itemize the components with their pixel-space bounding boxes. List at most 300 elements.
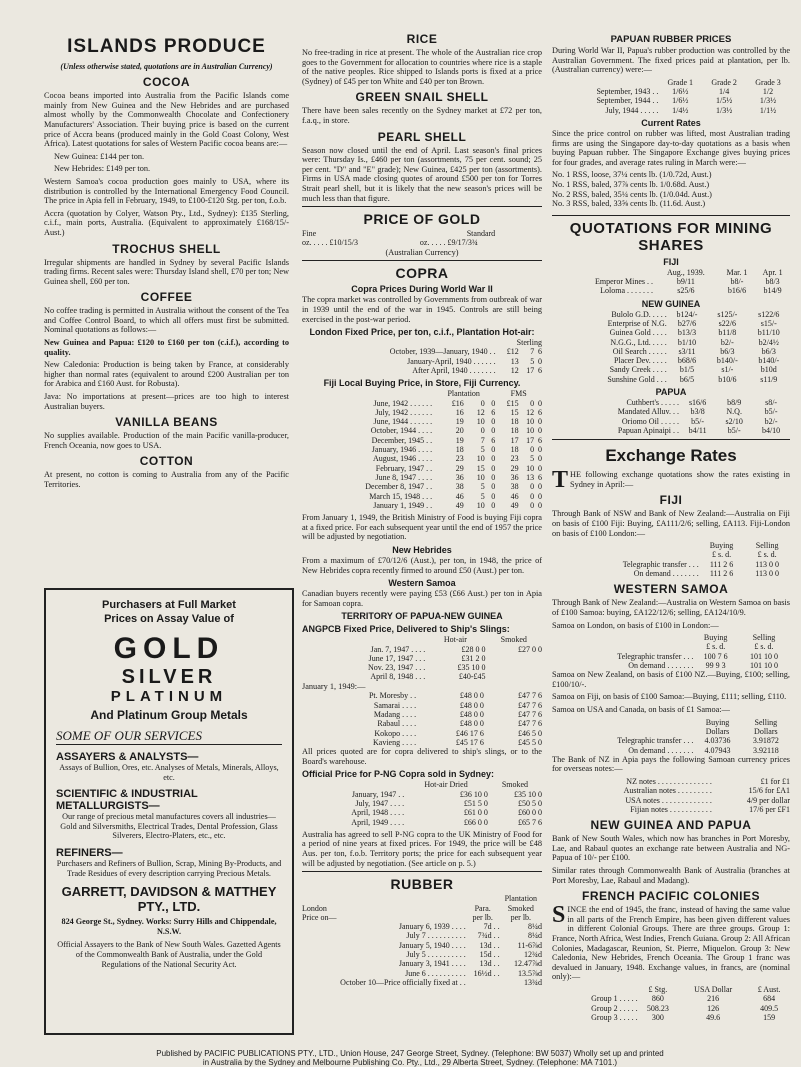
table-row <box>302 818 542 827</box>
trochus-heading: TROCHUS SHELL <box>112 241 221 256</box>
table-cell: After April, 1940 . . . . . . . <box>412 365 496 375</box>
table-cell: Group 3 . . . . . <box>591 1012 638 1022</box>
table-cell: Telegraphic transfer . . . <box>617 651 694 661</box>
table-cell: b27/6 <box>677 318 697 328</box>
ad-s3: Purchasers and Refiners of Bullion, Scrap, Mining By-Products, and Trade Residues of every description carrying Precious Metals. <box>56 858 282 878</box>
table-row <box>552 328 790 337</box>
table-row <box>302 729 542 738</box>
table-cell: £40-£45 <box>458 672 486 682</box>
trochus-text: Irregular shipments are handled in Sydney by several Pacific Islands trading firms. Recent sales were: Thursday Island shell, £70 per ton; New Guinea shell, £60 per ton. <box>44 257 289 286</box>
table-cell: 0 <box>491 417 496 427</box>
table-row <box>302 701 542 710</box>
table-cell: £35 10 0 <box>514 789 542 799</box>
table-cell: Placer Dev. . . . . <box>613 356 667 366</box>
table-cell: £47 7 6 <box>518 691 542 701</box>
table-cell: 49 <box>455 500 464 510</box>
cotton-heading: COTTON <box>139 454 194 469</box>
mining-fiji-heading: FIJI <box>663 256 679 267</box>
table-cell: 12 <box>476 407 485 417</box>
table-cell: b6/5 <box>679 374 695 384</box>
table-cell: NZ notes . . . . . . . . . . . . . . <box>626 777 712 787</box>
table-row <box>552 347 790 356</box>
table-cell: 13d . . <box>479 959 500 969</box>
table-cell: Madang . . . . <box>373 709 417 719</box>
usd-label: USA Dollar <box>694 984 733 994</box>
cocoa-new-hebrides: New Hebrides: £149 per ton. <box>54 164 151 174</box>
table-cell: 126 <box>707 1003 720 1013</box>
ad-line-1: Purchasers at Full Market <box>102 599 236 611</box>
table-cell: 12 <box>510 365 519 375</box>
table-cell: December, 1945 . . <box>371 435 433 445</box>
coffee-java: Java: No importations at present—prices are too high to interest Australian buyers. <box>44 392 289 411</box>
table-row <box>552 106 790 115</box>
cotton-text: At present, no cotton is coming to Australia from any of the Pacific Territories. <box>44 470 289 490</box>
table-cell: July, 1942 . . . . . . <box>375 407 433 417</box>
table-cell: b2/- <box>764 416 778 426</box>
table-cell: 1/4½ <box>672 105 689 115</box>
table-cell: 101 10 0 <box>749 661 778 670</box>
table-cell: Fijian notes . . . . . . . . . . . <box>630 804 712 814</box>
png-heading: TERRITORY OF PAPUA-NEW GUINEA <box>341 611 503 622</box>
table-row <box>302 978 542 987</box>
table-cell: October, 1944 . . . . <box>370 426 433 436</box>
table-cell: 100 7 6 <box>703 651 728 661</box>
table-cell: 46 <box>455 491 464 501</box>
table-cell: 0 <box>491 472 496 482</box>
table-cell: 7¾d . . <box>477 931 500 941</box>
table-cell: 0 <box>530 482 535 492</box>
table-cell: b3/8 <box>690 407 705 417</box>
ex-notes-table <box>552 777 790 814</box>
table-cell: s2/10 <box>725 416 743 426</box>
coffee-nc: New Caledonia: Production is being taken by France, at considerably higher than normal rates (equivalent to around £200 Australian per ton for Arabica and £160 Aust. for Robusta). <box>44 360 289 389</box>
table-cell: £12 <box>506 347 519 357</box>
table-row <box>552 569 790 578</box>
table-cell: June 6 . . . . . . . . . . <box>405 968 466 978</box>
table-cell: N.Q. <box>726 407 742 417</box>
list-item: No. 1 RSS, loose, 37¼ cents lb. (1/0.72d, Aust.) <box>552 170 712 180</box>
table-row <box>302 347 542 356</box>
table-cell: 0 <box>530 398 535 408</box>
table-cell: 6 <box>538 407 542 417</box>
table-cell: 1/3½ <box>716 105 733 115</box>
table-cell: 38 <box>455 482 464 492</box>
list-item: No. 3 RSS, baled, 33⅝ cents lb. (11.6d. Aust.) <box>552 199 706 209</box>
ex-ws-selling: Selling <box>752 633 776 643</box>
table-cell <box>466 978 500 987</box>
table-row <box>302 436 542 445</box>
table-row <box>552 310 790 319</box>
new-hebrides-text: From a maximum of £70/12/6 (Aust.), per ton, in 1948, the price of New Hebrides copra recently firmed to around £50 (Aust.) per ton. <box>302 555 542 575</box>
uk-agreement: Australia has agreed to sell P-NG copra to the UK Ministry of Food for a period of nine years at fixed prices. For 1949, the price will be £48 Aus. per ton, f.o.b. Territory ports; the price for each subsequent year will be adjusted by negotiation. (See article on p. 5.) <box>302 829 542 868</box>
table-cell: s1/- <box>721 365 734 375</box>
table-cell: b14/9 <box>763 286 782 296</box>
table-cell: 5 <box>530 356 535 366</box>
table-cell: 15/6 for £A1 <box>748 786 790 796</box>
ad-silver: SILVER <box>121 666 217 688</box>
table-row <box>302 417 542 426</box>
table-cell: 18 <box>510 417 519 427</box>
table-cell: 1/5½ <box>716 96 733 106</box>
table-cell: s3/11 <box>678 346 696 356</box>
table-cell: b8/3 <box>765 277 780 287</box>
table-cell: September, 1943 . . <box>596 87 659 97</box>
table-cell: 1/1½ <box>759 105 777 115</box>
table-cell: 13 <box>526 472 535 482</box>
table-cell: 0 <box>530 500 535 510</box>
table-cell: Guinea Gold . . . . <box>609 328 667 338</box>
table-cell: June, 1942 . . . . . . <box>373 398 433 408</box>
table-cell: March 15, 1948 . . . <box>369 491 433 501</box>
table-cell: b10/6 <box>718 374 737 384</box>
table-cell: April, 1948 . . . . <box>351 808 405 818</box>
table-cell: £28 0 0 <box>461 644 486 654</box>
table-cell: b140/- <box>716 356 738 366</box>
sydney-price-table <box>302 780 542 826</box>
table-cell: Pt. Moresby . . <box>368 691 417 701</box>
smoked-label-2: Smoked <box>501 780 529 790</box>
ex-ngp-p2: Similar rates through Commonwealth Bank of Australia (branches at Port Moresby, Lae, Rabaul and Madang). <box>552 866 790 885</box>
table-cell: 16 <box>455 407 464 417</box>
table-cell: 29 <box>510 463 519 473</box>
mining-ng-heading: NEW GUINEA <box>641 298 701 309</box>
table-cell: 0 <box>491 445 496 455</box>
rubber-heading: RUBBER <box>390 876 454 893</box>
footer-line-2: in Australia by the Sydney and Melbourne Publishing Co. Pty., Ltd., 29 Alberta Street, Sydney. (Telephone: MA 7101.) <box>202 1058 618 1067</box>
mining-date-1: Aug., 1939. <box>667 267 705 277</box>
table-row <box>552 277 790 286</box>
table-cell: 0 <box>538 417 542 427</box>
table-cell: 10 <box>526 417 535 427</box>
exchange-dropcap: T <box>552 467 569 494</box>
table-cell: February, 1947 . . <box>375 463 433 473</box>
rubber-price-on: Price on— <box>302 912 337 922</box>
table-row <box>302 922 542 931</box>
table-row <box>302 719 542 728</box>
table-cell: 49 <box>510 500 519 510</box>
table-cell: £48 0 0 <box>459 691 484 701</box>
gold-price-table <box>302 229 542 248</box>
table-cell: £48 0 0 <box>459 719 484 729</box>
table-cell: 159 <box>763 1012 776 1022</box>
table-cell: June, 1944 . . . . . . <box>373 417 433 427</box>
table-cell: 19 <box>455 417 464 427</box>
table-cell: 0 <box>491 454 496 464</box>
table-cell: b6/3 <box>720 346 735 356</box>
table-cell: 7 <box>530 347 535 357</box>
table-row <box>302 808 542 817</box>
table-cell: £31 2 0 <box>461 653 486 663</box>
table-row <box>552 736 790 745</box>
jan-1949: January 1, 1949:— <box>302 681 366 691</box>
table-cell: 4.07943 <box>704 745 731 755</box>
table-cell: £50 5 0 <box>518 798 542 808</box>
table-cell: £46 17 6 <box>455 728 484 738</box>
table-cell: 6 <box>538 365 542 375</box>
ad-s2: Our range of precious metal manufactures covers all industries—Gold and Silversmiths, Electrical Trades, Dental Profession, Glass Silverers, Electro-Platers, etc., etc. <box>60 812 278 841</box>
table-cell: June 17, 1947 . . . <box>368 653 426 663</box>
ad-metals: And Platinum Group Metals <box>90 708 248 722</box>
ad-platinum: PLATINUM <box>110 688 228 705</box>
table-cell: Papuan Apinaipi . . <box>617 425 680 435</box>
papuan-rubber-text: During World War II, Papua's rubber production was controlled by the Australian Government. The fixed prices paid at plantation, per lb. (Australian currency) were:— <box>552 46 790 75</box>
table-row <box>302 799 542 808</box>
table-cell: Sandy Creek . . . . <box>609 365 667 375</box>
table-cell: October, 1939—January, 1940 . . <box>389 347 496 357</box>
table-row <box>302 941 542 950</box>
table-row <box>552 786 790 795</box>
column-rubber-exchange <box>552 34 790 1022</box>
table-row <box>552 796 790 805</box>
table-cell: 0 <box>538 356 542 366</box>
table-cell: b9/11 <box>676 277 695 287</box>
table-cell: 10 <box>526 463 535 473</box>
london-price-table <box>302 338 542 375</box>
ex-fiji-lsd-2: £ s. d. <box>757 550 777 560</box>
table-cell: s25/6 <box>677 286 695 296</box>
table-row <box>552 338 790 347</box>
table-cell: 38 <box>510 482 519 492</box>
table-cell: 6 <box>538 347 542 357</box>
table-row <box>302 710 542 719</box>
table-cell: s22/6 <box>718 318 737 328</box>
table-cell: Telegraphic transfer . . . <box>622 559 699 569</box>
mining-ng-table <box>552 310 790 384</box>
table-cell: January, 1947 . . <box>351 789 405 799</box>
table-row <box>302 790 542 799</box>
table-cell: b5/- <box>691 416 705 426</box>
standard-value: oz. . . . . £9/17/3¾ <box>419 238 478 248</box>
table-row <box>552 1004 790 1013</box>
table-row <box>552 746 790 755</box>
table-cell: s11/9 <box>760 374 778 384</box>
table-cell: Jan. 7, 1947 . . . . <box>370 644 426 654</box>
table-cell: 0 <box>538 398 542 408</box>
table-cell: £16 <box>451 398 464 408</box>
table-cell: 0 <box>538 426 542 436</box>
table-cell: b13/3 <box>677 328 697 338</box>
table-cell: 7 <box>480 435 485 445</box>
fpc-dropcap: S <box>552 902 566 929</box>
table-cell: 1/3½ <box>759 96 777 106</box>
table-cell: 5 <box>480 482 485 492</box>
table-cell: b16/6 <box>727 286 747 296</box>
rss-list <box>552 170 790 208</box>
mining-papua-table <box>552 398 790 435</box>
fine-label: Fine <box>302 229 317 239</box>
rubber-smoked-label: Smoked <box>507 903 534 913</box>
gold-advertisement <box>44 588 294 1035</box>
table-cell: 12 <box>526 407 535 417</box>
table-cell: Australian notes . . . . . . . . . <box>623 786 712 796</box>
table-row <box>302 408 542 417</box>
ex-usd-buying: Buying <box>705 717 730 727</box>
table-cell: 0 <box>538 500 542 510</box>
page-title: ISLANDS PRODUCE <box>67 36 266 57</box>
ad-gold: GOLD <box>113 632 225 665</box>
table-cell: December 8, 1947 . . <box>365 482 433 492</box>
ex-usd-selling: Selling <box>754 717 778 727</box>
fms-label: FMS <box>510 389 527 399</box>
table-cell: Group 1 . . . . . <box>591 994 638 1004</box>
ex-ngp-p1: Bank of New South Wales, which now has branches in Port Moresby, Lae, and Rabaul quotes an exchange rate between Australia and NG-Papua of 10/- per £100. <box>552 834 790 863</box>
table-cell: b6/3 <box>761 346 776 356</box>
fiji-note: From January 1, 1949, the British Ministry of Food is buying Fiji copra at a fixed price. For each subsequent year until the end of 1957 the price will be adjusted by negotiation. <box>302 513 542 542</box>
table-cell: January 1, 1949 . . <box>373 500 433 510</box>
table-cell: 5 <box>530 454 535 464</box>
coffee-text: No coffee trading is permitted in Australia without the consent of the Tea and Coffee Control Board, to which all offers must first be submitted. Nominal quotations as follows:— <box>44 306 289 335</box>
table-cell: January 5, 1940 . . . . <box>398 940 466 950</box>
table-cell: £51 5 0 <box>463 798 488 808</box>
mining-papua-heading: PAPUA <box>655 386 687 397</box>
table-cell: January 3, 1941 . . . . <box>398 959 466 969</box>
cocoa-samoa: Western Samoa's cocoa production goes mainly to USA, where its distribution is controlled by the International Emergency Food Council. The price in Apia fell in February, 1949, to £100-£120 Stg. per ton, f.o.b. <box>44 176 289 206</box>
png-price-table <box>302 635 542 681</box>
table-cell: September, 1944 . . <box>596 96 659 106</box>
papuan-rubber-table <box>552 78 790 115</box>
rubber-price-table <box>302 894 542 987</box>
table-row <box>302 645 542 654</box>
table-row <box>302 959 542 968</box>
table-cell: b11/10 <box>757 328 780 338</box>
footer <box>40 1049 780 1067</box>
table-cell: 0 <box>538 482 542 492</box>
gold-price-heading: PRICE OF GOLD <box>363 211 481 228</box>
table-cell: s122/6 <box>758 309 780 319</box>
table-cell: £15 <box>506 398 519 408</box>
table-cell: 0 <box>491 426 496 436</box>
ex-fiji-text: Through Bank of NSW and Bank of New Zealand:—Australia on Fiji on basis of £100 Fiji: Buying, £A111/2/6; selling, £A113. Fiji-London on basis of £100 London:— <box>552 509 790 538</box>
table-cell: USA notes . . . . . . . . . . . . . <box>625 795 712 805</box>
table-cell: 0 <box>538 454 542 464</box>
hotair-label: Hot-air <box>443 635 467 645</box>
table-cell: 13¾d <box>524 977 542 987</box>
sydney-heading: Official Price for P-NG Copra sold in Sydney: <box>302 769 495 780</box>
table-cell: Enterprise of N.G. <box>607 318 667 328</box>
hotair-dried-label: Hot-air Dried <box>424 780 468 790</box>
franc-groups-table <box>552 985 790 1022</box>
table-cell: £1 for £1 <box>760 777 790 787</box>
table-cell: 1/2 <box>762 87 774 97</box>
table-cell: 0 <box>480 426 485 436</box>
table-row <box>302 473 542 482</box>
rubber-plantation-label: Plantation <box>504 894 538 904</box>
table-cell: January 6, 1939 . . . . <box>398 922 466 932</box>
table-cell: £45 5 0 <box>518 737 542 747</box>
standard-label: Standard <box>466 229 496 239</box>
smoked-label: Smoked <box>500 635 527 645</box>
table-cell: 684 <box>763 994 776 1004</box>
table-cell: 0 <box>491 491 496 501</box>
table-cell <box>486 663 542 672</box>
table-cell: 409.5 <box>760 1003 779 1013</box>
table-row <box>552 994 790 1003</box>
papuan-rubber-heading: PAPUAN RUBBER PRICES <box>610 34 732 45</box>
rice-heading: RICE <box>406 32 438 46</box>
exchange-intro: HE following exchange quotations show the rates existing in Sydney in April:— <box>570 470 790 489</box>
table-row <box>552 426 790 435</box>
table-cell: Kavieng . . . . <box>372 737 417 747</box>
table-cell: 46 <box>510 491 519 501</box>
table-cell: 4.03736 <box>704 736 731 746</box>
table-cell: £45 17 6 <box>455 737 484 747</box>
green-snail-heading: GREEN SNAIL SHELL <box>355 90 489 105</box>
table-cell: 12.47⅞d <box>514 959 542 969</box>
table-cell: Group 2 . . . . . <box>591 1003 638 1013</box>
fiji-price-table <box>302 389 542 510</box>
table-cell: 13d . . <box>479 940 500 950</box>
table-cell: On demand . . . . . . . <box>628 661 694 670</box>
rice-text: No free-trading in rice at present. The whole of the Australian rice crop goes to the Government for allocation to countries where rice is a staple of the native peoples. Rice shipped to Islands ports is fixed at a price (Sydney) of £45 per ton White and £40 per ton Brown. <box>302 48 542 86</box>
table-cell: b5/- <box>764 407 778 417</box>
table-cell: £47 7 6 <box>518 709 542 719</box>
list-item: No. 1 RSS, baled, 37⅞ cents lb. 1/0.68d. Aust.) <box>552 179 710 189</box>
table-row <box>302 969 542 978</box>
table-row <box>552 375 790 384</box>
table-cell: 113 0 0 <box>755 569 779 579</box>
fpc-text: INCE the end of 1945, the franc, instead of having the same value in all parts of the French Empire, has been given different values in different Colonial Groups. There are three groups. Group 1: France, North Africa, West Indies, French Guiana. Group 2: All African Colonies, Madagascar, Reunion, St. Pierre, Miquelon. Group 3: New Caledonia, New Hebrides, French Oceania. The Group 1 franc was devalued in January, 1948. Exchange values, in francs, are (nominal only):— <box>552 905 790 982</box>
table-row <box>302 399 542 408</box>
table-cell: £46 5 0 <box>518 728 542 738</box>
table-row <box>302 501 542 510</box>
table-cell: Telegraphic transfer . . . <box>617 736 694 746</box>
ex-samoa-heading: WESTERN SAMOA <box>613 582 729 597</box>
table-cell: 99 9 3 <box>705 661 726 670</box>
table-cell: July, 1944 . . . . . <box>605 105 659 115</box>
table-cell: Mandated Alluv. . . <box>617 407 680 417</box>
table-cell: 508.23 <box>646 1003 669 1013</box>
table-cell: On demand . . . . . . . <box>633 569 699 579</box>
table-cell: s8/- <box>765 397 778 407</box>
table-cell: b10d <box>760 365 777 375</box>
ex-samoa-p4: Samoa on Fiji, on basis of £100 Samoa:—Buying, £111; selling, £110. <box>552 692 787 702</box>
table-cell: £61 0 0 <box>463 808 488 818</box>
table-cell: £48 0 0 <box>459 709 484 719</box>
table-cell: 5 <box>480 445 485 455</box>
table-row <box>302 445 542 454</box>
pearl-shell-text: Season now closed until the end of April. Last season's final prices were: Thursday Is., £460 per ton (assortments, 75 per cent. sound; 25 per cent. "D" and "E" grade); New Guinea, £425 per ton (assortments). Firms in USA made closing quotes of around £500 per ton for Torres Strait pearl shell, but it is likely that the new season's prices will be much less than that figure. <box>302 145 542 203</box>
table-row <box>552 286 790 295</box>
table-cell: £27 0 0 <box>518 644 542 654</box>
table-cell <box>486 654 542 663</box>
table-cell: s125/- <box>717 309 738 319</box>
ex-fiji-heading: FIJI <box>659 493 683 508</box>
grade-1: Grade 1 <box>667 77 694 87</box>
table-row <box>552 407 790 416</box>
ex-samoa-p2: Samoa on London, on basis of £100 in London:— <box>552 620 719 630</box>
table-cell: 10 <box>476 500 485 510</box>
rubber-per-lb-2: per lb. <box>510 912 532 922</box>
footer-line-1: Published by PACIFIC PUBLICATIONS PTY., LTD., Union House, 247 George Street, Sydney. (Telephone: BW 5037) Wholly set up and printed <box>156 1049 664 1058</box>
ad-s3-heading: REFINERS— <box>56 846 123 859</box>
table-cell: 13 <box>510 356 519 366</box>
table-cell: b68/6 <box>677 356 697 366</box>
table-cell: Oriomo Oil . . . . . <box>621 416 680 426</box>
ad-firm: GARRETT, DAVIDSON & MATTHEY PTY., LTD. <box>61 884 277 915</box>
table-cell: £66 0 0 <box>463 817 488 827</box>
table-row <box>552 661 790 670</box>
table-cell: 6 <box>538 435 542 445</box>
copra-text: The copra market was controlled by Governments from outbreak of war in 1939 until the end of the war in 1945. Controls are still being exercised in the post-war period. <box>302 295 542 324</box>
table-cell: 36 <box>455 472 464 482</box>
table-cell: b140/- <box>758 356 780 366</box>
table-cell: 15 <box>510 407 519 417</box>
table-cell: 0 <box>538 445 542 455</box>
table-row <box>302 464 542 473</box>
ex-fiji-selling: Selling <box>755 541 779 551</box>
table-cell: 10 <box>476 472 485 482</box>
table-row <box>552 398 790 407</box>
